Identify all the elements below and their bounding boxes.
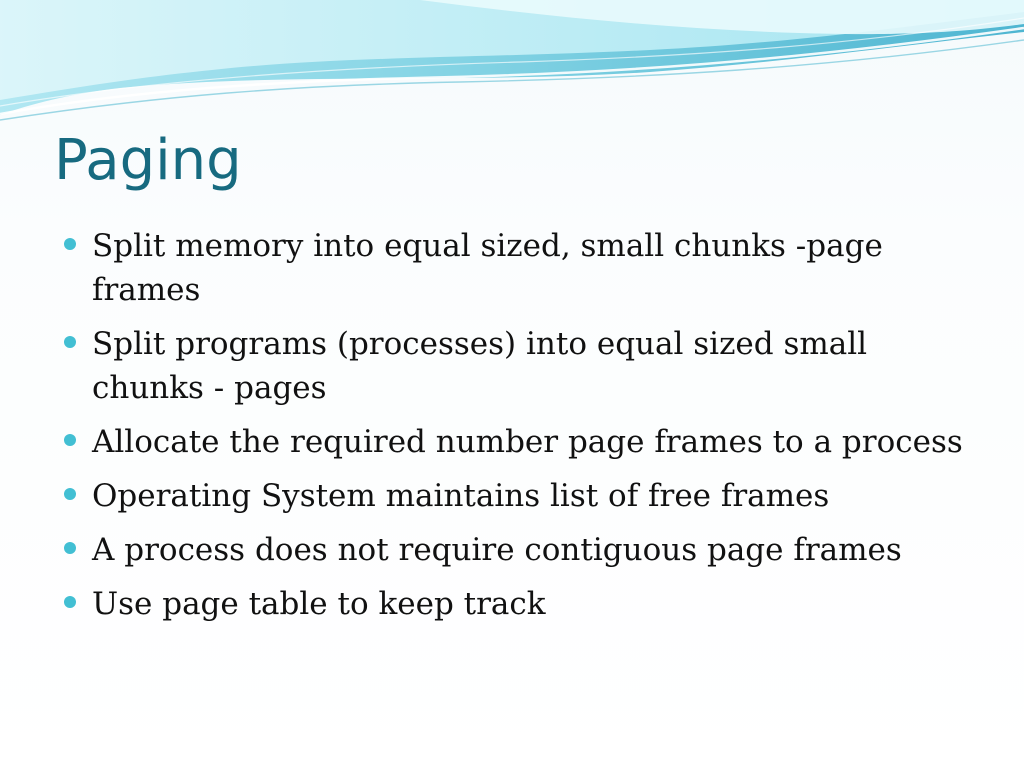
wave-decoration [0,0,1024,130]
bullet-text: Use page table to keep track [92,586,546,622]
bullet-item [64,420,964,464]
bullet-item [64,224,964,312]
bullet-point-icon [64,336,76,348]
bullet-point-icon [64,238,76,250]
bullet-item [64,474,964,518]
bullet-item [64,528,964,572]
bullet-point-icon [64,488,76,500]
bullet-text: Operating System maintains list of free frames [92,478,830,514]
bullet-item [64,582,964,626]
slide-title: Paging [54,128,242,193]
bullet-text: Split memory into equal sized, small chunks -page frames [92,228,883,308]
bullet-list [64,224,964,636]
bullet-point-icon [64,596,76,608]
bullet-point-icon [64,434,76,446]
bullet-text: Split programs (processes) into equal sized small chunks - pages [92,326,868,406]
bullet-text: A process does not require contiguous page frames [92,532,902,568]
bullet-text: Allocate the required number page frames to a process [92,424,963,460]
bullet-item [64,322,964,410]
bullet-point-icon [64,542,76,554]
